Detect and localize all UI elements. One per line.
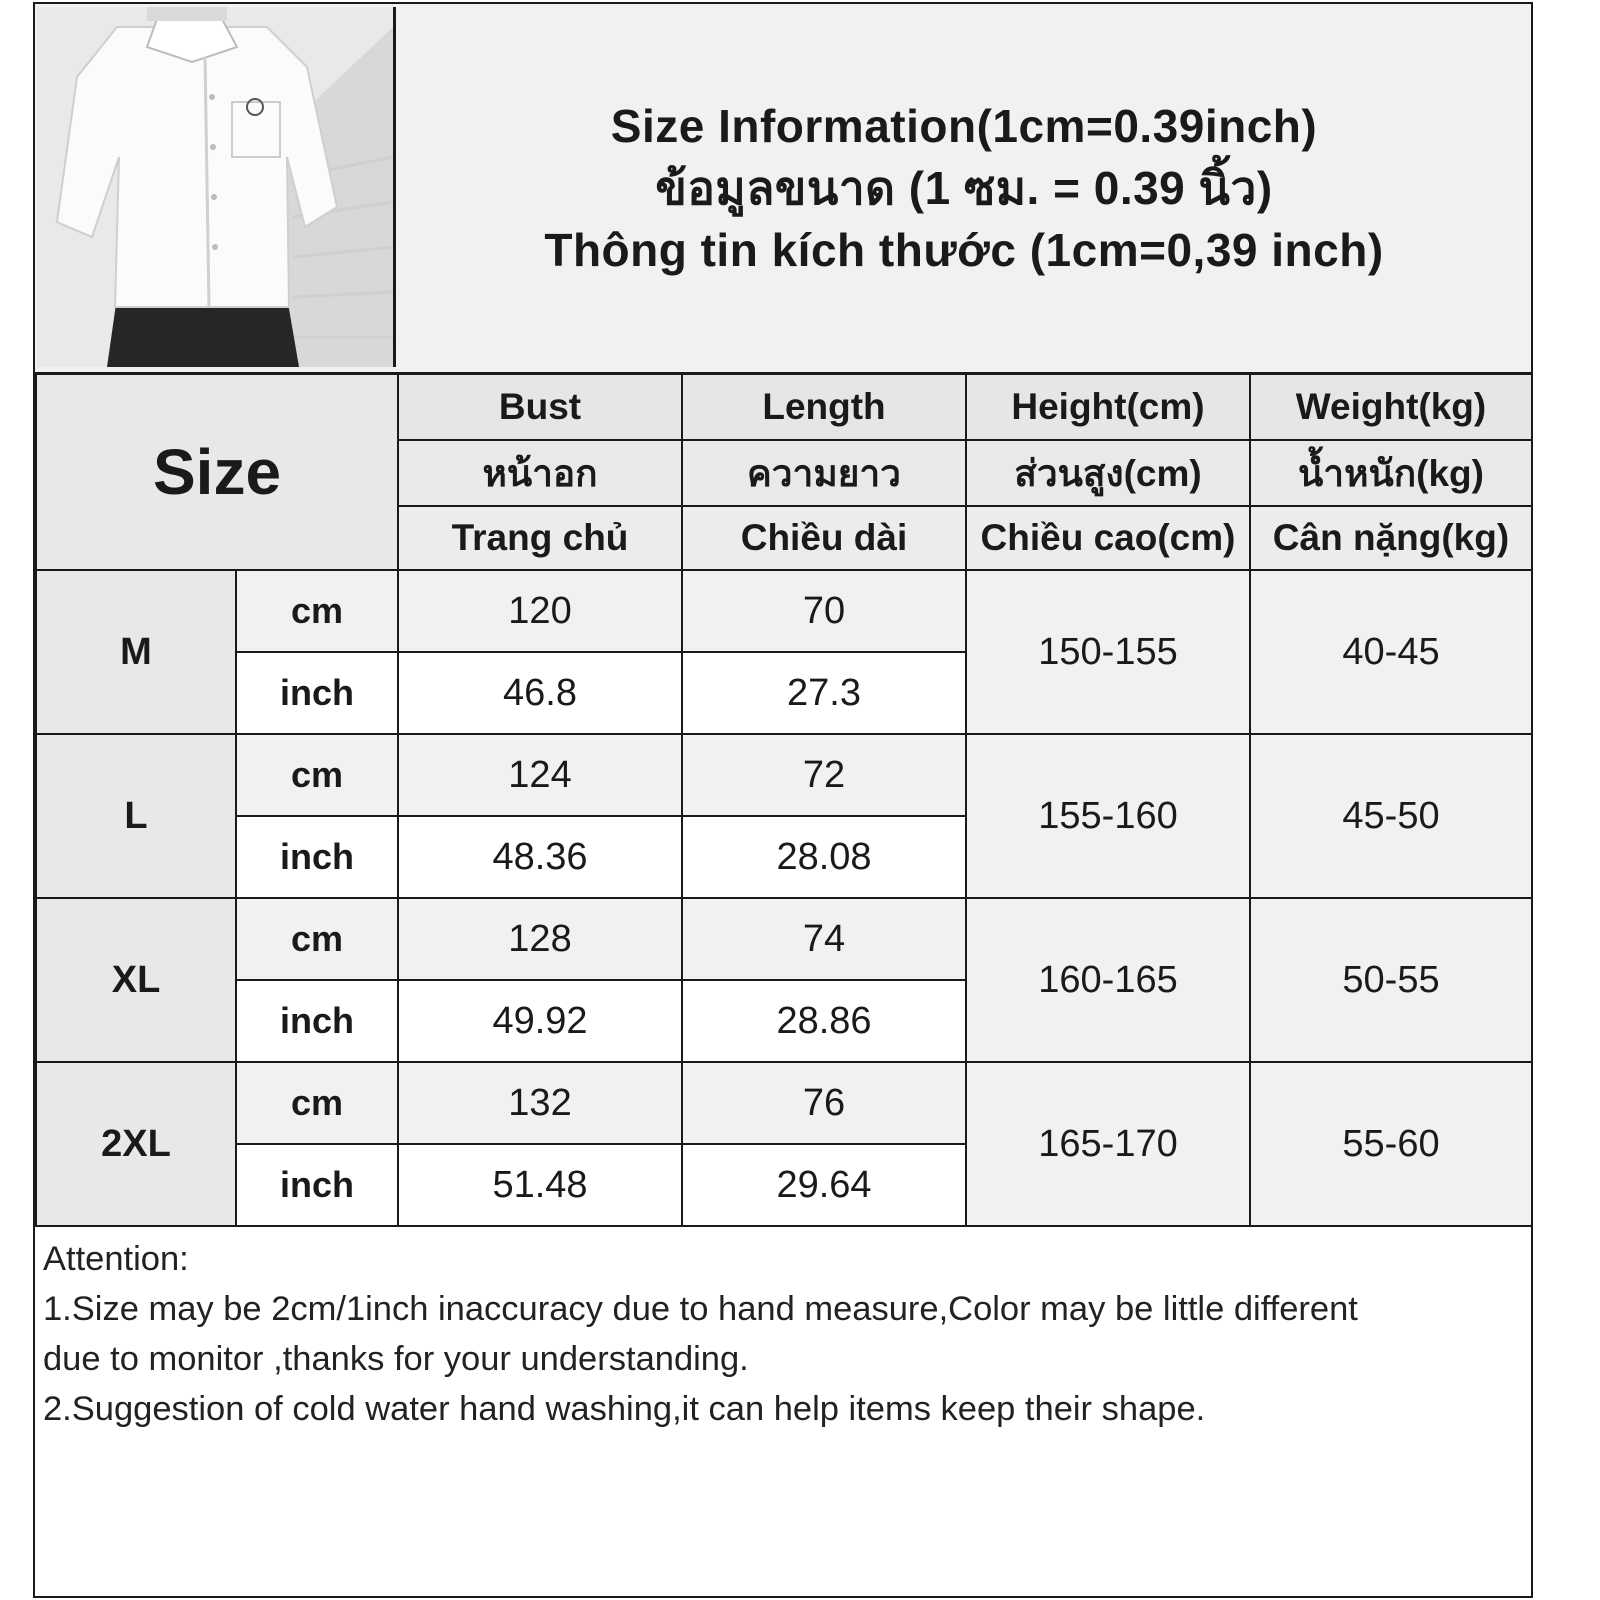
size-header: Size [36,374,398,570]
note-line-1b: due to monitor ,thanks for your understanding. [43,1340,749,1378]
length-header-en: Length [682,374,966,440]
size-chart [33,2,1533,1598]
bust-header-th: หน้าอก [398,440,682,506]
weight-header-en: Weight(kg) [1250,374,1532,440]
length-cm: 70 [682,570,966,652]
unit-inch: inch [236,652,398,734]
unit-inch: inch [236,1144,398,1226]
title-thai: ข้อมูลขนาด (1 ซม. = 0.39 นิ้ว) [655,162,1273,214]
height-range: 155-160 [966,734,1250,898]
bust-header-vi: Trang chủ [398,506,682,570]
height-header-en: Height(cm) [966,374,1250,440]
size-table [35,373,1533,1227]
weight-range: 55-60 [1250,1062,1532,1226]
header-area [35,4,1531,375]
weight-header-th: น้ำหนัก(kg) [1250,440,1532,506]
attention-notes [43,1234,1523,1434]
size-label: M [36,570,236,734]
length-header-vi: Chiều dài [682,506,966,570]
length-header-th: ความยาว [682,440,966,506]
bust-inch: 51.48 [398,1144,682,1226]
height-range: 165-170 [966,1062,1250,1226]
table-row [36,734,1532,816]
bust-inch: 48.36 [398,816,682,898]
height-header-vi: Chiều cao(cm) [966,506,1250,570]
weight-range: 40-45 [1250,570,1532,734]
length-cm: 76 [682,1062,966,1144]
table-row [36,898,1532,980]
bust-inch: 49.92 [398,980,682,1062]
unit-cm: cm [236,734,398,816]
height-range: 160-165 [966,898,1250,1062]
unit-cm: cm [236,570,398,652]
note-line-2: 2.Suggestion of cold water hand washing,it can help items keep their shape. [43,1390,1206,1428]
length-cm: 74 [682,898,966,980]
bust-inch: 46.8 [398,652,682,734]
unit-inch: inch [236,816,398,898]
size-label: 2XL [36,1062,236,1226]
length-inch: 28.08 [682,816,966,898]
length-cm: 72 [682,734,966,816]
title-vietnamese: Thông tin kích thước (1cm=0,39 inch) [544,224,1384,276]
note-line-1a: 1.Size may be 2cm/1inch inaccuracy due to hand measure,Color may be little different [43,1290,1358,1328]
table-row [36,570,1532,652]
weight-range: 50-55 [1250,898,1532,1062]
bust-cm: 120 [398,570,682,652]
unit-cm: cm [236,898,398,980]
product-photo [37,7,396,367]
bust-cm: 132 [398,1062,682,1144]
shirt-model-image [37,7,393,367]
size-label: L [36,734,236,898]
length-inch: 28.86 [682,980,966,1062]
attention-heading: Attention: [43,1240,189,1278]
weight-range: 45-50 [1250,734,1532,898]
size-information-title [397,4,1531,372]
size-label: XL [36,898,236,1062]
table-row [36,1062,1532,1144]
title-english: Size Information(1cm=0.39inch) [610,100,1318,152]
bust-header-en: Bust [398,374,682,440]
unit-inch: inch [236,980,398,1062]
length-inch: 29.64 [682,1144,966,1226]
height-header-th: ส่วนสูง(cm) [966,440,1250,506]
weight-header-vi: Cân nặng(kg) [1250,506,1532,570]
unit-cm: cm [236,1062,398,1144]
bust-cm: 128 [398,898,682,980]
bust-cm: 124 [398,734,682,816]
height-range: 150-155 [966,570,1250,734]
length-inch: 27.3 [682,652,966,734]
